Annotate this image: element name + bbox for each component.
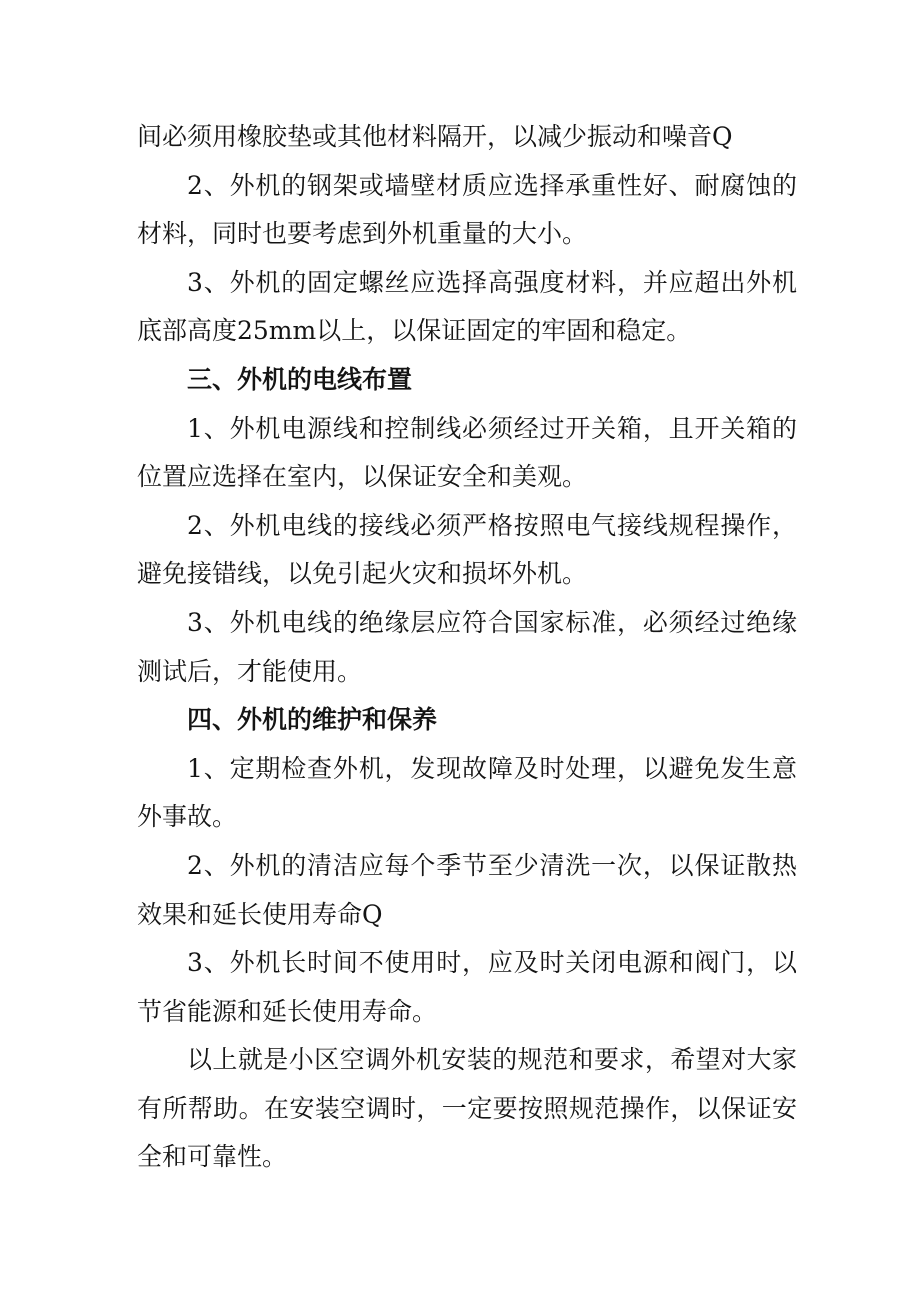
paragraph-conclusion: 以上就是小区空调外机安装的规范和要求，希望对大家有所帮助。在安装空调时，一定要按照规范操作，以保证安全和可靠性。 [137, 1045, 797, 1172]
paragraph-long-idle: 3、外机长时间不使用时，应及时关闭电源和阀门，以节省能源和延长使用寿命。 [137, 948, 797, 1026]
paragraph-cleaning: 2、外机的清洁应每个季节至少清洗一次，以保证散热效果和延长使用寿命Q [137, 850, 797, 929]
paragraph-steel-frame: 2、外机的钢架或墙壁材质应选择承重性好、耐腐蚀的材料，同时也要考虑到外机重量的大小。 [137, 170, 797, 249]
paragraph-continuation: 间必须用橡胶垫或其他材料隔开，以减少振动和噪音Q [137, 122, 733, 151]
paragraph-insulation: 3、外机电线的绝缘层应符合国家标准，必须经过绝缘测试后，才能使用。 [137, 607, 797, 686]
paragraph-inspection: 1、定期检查外机，发现故障及时处理，以避免发生意外事故。 [137, 753, 797, 832]
paragraph-wiring-rules: 2、外机电线的接线必须严格按照电气接线规程操作，避免接错线，以免引起火灾和损坏外机。 [137, 510, 797, 589]
document-body [137, 113, 797, 1182]
section-heading-wiring: 三、外机的电线布置 [187, 364, 413, 394]
paragraph-fixing-screws: 3、外机的固定螺丝应选择高强度材料，并应超出外机底部高度25mm以上，以保证固定的牢固和稳定。 [137, 267, 797, 346]
section-heading-maintenance: 四、外机的维护和保养 [187, 705, 438, 735]
paragraph-switch-box: 1、外机电源线和控制线必须经过开关箱，且开关箱的位置应选择在室内，以保证安全和美观。 [137, 413, 797, 492]
